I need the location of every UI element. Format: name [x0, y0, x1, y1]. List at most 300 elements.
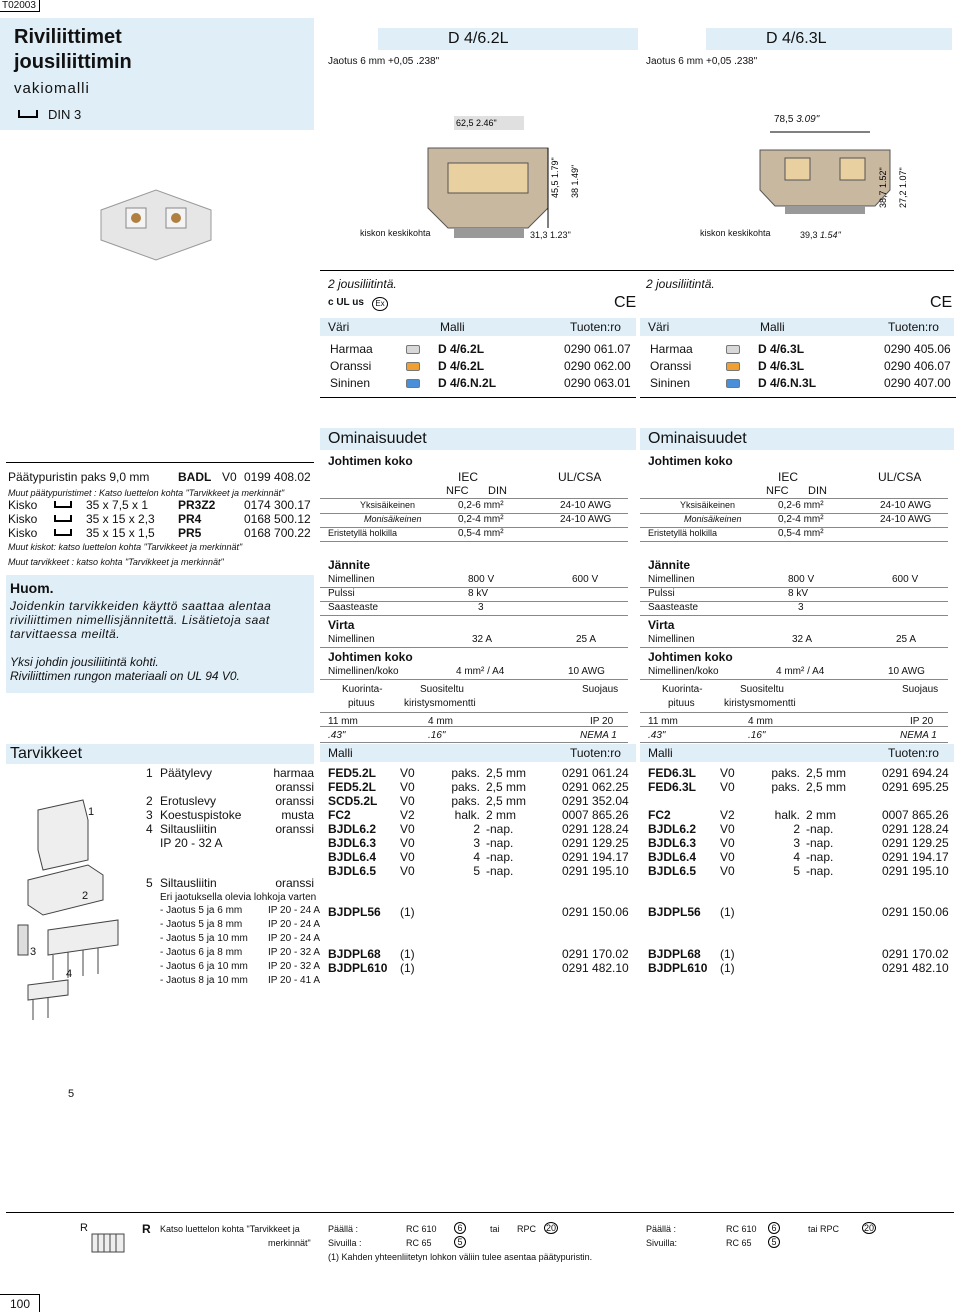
acc-item-name: IP 20 - 32 A [160, 836, 223, 850]
acc-spec: -nap. [486, 864, 514, 878]
spec-cell: Virta [328, 618, 355, 632]
color-model: D 4/6.2L [438, 342, 485, 356]
spec-cell: 4 mm [428, 716, 453, 727]
footer-a-rc2: RC 65 [406, 1238, 432, 1248]
spec-cell: IP 20 [910, 716, 934, 727]
acc-qty: 4 [793, 850, 800, 864]
spec-cell: Johtimen koko [328, 650, 413, 664]
acc-item5-sub: Eri jaotuksella olevia lohkoja varten [160, 892, 317, 903]
spec-cell: Nimellinen [328, 634, 375, 645]
product-a-bottom-mm: 31,3 [530, 230, 548, 240]
product-b-bottom-in: 1.54" [820, 230, 841, 240]
acc-item-val: harmaa [273, 766, 314, 780]
acc-spec: 2 mm [486, 808, 516, 822]
acc-item5-num: 5 [146, 876, 153, 890]
acc-code: 0291 061.24 [562, 766, 629, 780]
spec-rule [320, 601, 628, 602]
acc-spec: -nap. [806, 836, 834, 850]
spec-rule [640, 742, 948, 743]
bjdpl-note: (1) [720, 961, 735, 975]
page-subtitle: vakiomalli [14, 80, 90, 97]
rail-size: 35 x 15 x 2,3 [86, 512, 155, 526]
acc-model: BJDL6.4 [328, 850, 377, 864]
bjdpl-code: 0291 150.06 [882, 905, 949, 919]
color-code: 0290 062.00 [564, 359, 631, 373]
img-label-5: 5 [68, 1088, 75, 1100]
product-b-top-in: 3.09" [796, 114, 820, 125]
ce-mark-a-icon: CE [614, 294, 637, 311]
acc-spec: 2,5 mm [486, 780, 527, 794]
acc-qty: paks. [451, 766, 480, 780]
acc-model: FED5.2L [328, 766, 377, 780]
bjdpl-code: 0291 170.02 [562, 947, 629, 961]
pitch-val: IP 20 - 32 A [268, 947, 321, 958]
spec-cell: 24-10 AWG [880, 514, 932, 525]
col-color-a: Väri [328, 320, 350, 334]
footer-b-n20: 20 [863, 1223, 874, 1233]
pitch-name: - Jaotus 5 ja 10 mm [160, 933, 248, 944]
specs-a-title: Ominaisuudet [328, 430, 427, 447]
product-a-note: 2 jousiliitintä. [328, 277, 397, 291]
acc-code: 0007 865.26 [562, 808, 629, 822]
img-label-3: 3 [30, 946, 37, 958]
spec-cell: Monisäikeinen [364, 514, 422, 524]
acc-code: 0291 129.25 [882, 836, 949, 850]
acc-code: 0007 865.26 [882, 808, 949, 822]
bjdpl-model: BJDPL68 [648, 947, 701, 961]
spec-cell: 4 mm² / A4 [776, 666, 825, 677]
spec-cell: 800 V [468, 574, 495, 585]
spec-rule [640, 541, 948, 542]
acc-item-val: oranssi [275, 780, 314, 794]
acc-b-header [640, 744, 954, 762]
acc-spec: -nap. [486, 836, 514, 850]
huom-extra-1: Yksi johdin jousiliitintä kohti. [10, 655, 159, 669]
color-model: D 4/6.3L [758, 359, 805, 373]
rail-size: 35 x 7,5 x 1 [86, 498, 149, 512]
spec-cell: Johtimen koko [648, 650, 733, 664]
svg-text:27,2 1.07": 27,2 1.07" [898, 167, 908, 208]
spec-cell: .16" [428, 730, 446, 741]
bjdpl-note: (1) [720, 947, 735, 961]
spec-cell: NEMA 1 [900, 730, 937, 741]
color-model: D 4/6.3L [758, 342, 805, 356]
spec-cell: 11 mm [648, 716, 678, 727]
acc-code: 0291 194.17 [562, 850, 629, 864]
spec-cell: 25 A [576, 634, 597, 645]
spec-cell: 0,2-6 mm² [458, 500, 504, 511]
spec-cell: kiristysmomentti [404, 698, 476, 709]
footnote: (1) Kahden yhteenliitetyn lohkon väliin tulee asentaa päätypuristin. [328, 1252, 593, 1262]
huom-title: Huom. [10, 580, 54, 596]
acc-qty: 5 [793, 864, 800, 878]
footer-a-tai: tai [490, 1224, 500, 1234]
spec-cell: 4 mm [748, 716, 773, 727]
end-clamp-variant: V0 [222, 470, 237, 484]
color-name: Sininen [330, 376, 371, 390]
spec-cell: 24-10 AWG [560, 500, 612, 511]
ex-cert-icon: Ex [372, 297, 388, 311]
col-model-a: Malli [440, 320, 465, 334]
acc-model: FC2 [648, 808, 671, 822]
spec-rule [320, 742, 628, 743]
spec-cell: 32 A [472, 634, 493, 645]
rail-note: Muut kiskot: katso luettelon kohta "Tarvikkeet ja merkinnät" [8, 542, 243, 552]
pitch-val: IP 20 - 24 A [268, 919, 321, 930]
acc-model: BJDL6.2 [328, 822, 377, 836]
spec-cell: Monisäikeinen [684, 514, 742, 524]
color-code: 0290 406.07 [884, 359, 951, 373]
specs-b-title: Ominaisuudet [648, 430, 747, 447]
spec-cell: 24-10 AWG [560, 514, 612, 525]
spec-rule [640, 647, 948, 648]
huom-line-2: riviliittimen nimellisjännitettä. Lisätietoja saat [10, 613, 270, 627]
svg-text:45,5 1.79": 45,5 1.79" [550, 157, 560, 198]
acc-qty: paks. [771, 780, 800, 794]
spec-cell: DIN [808, 485, 827, 497]
spec-rule [640, 513, 948, 514]
product-b-bottom-mm: 39,3 [800, 230, 818, 240]
spec-cell: 600 V [892, 574, 919, 585]
spec-cell: NFC [446, 485, 469, 497]
acc-variant: V0 [720, 780, 735, 794]
ul-cert-icon: c UL us [328, 297, 364, 308]
acc-a-col-code: Tuoten:ro [570, 746, 621, 760]
color-swatch-icon [726, 379, 740, 388]
color-name: Oranssi [650, 359, 692, 373]
acc-a-col-model: Malli [328, 746, 353, 760]
footer-b-tai: tai RPC [808, 1224, 840, 1234]
product-b-header [706, 28, 952, 50]
spec-cell: Suojaus [582, 684, 619, 695]
color-code: 0290 061.07 [564, 342, 631, 356]
product-a-bottom-dim [530, 230, 571, 240]
acc-qty: paks. [451, 780, 480, 794]
acc-spec: 2,5 mm [806, 780, 847, 794]
accessories-title: Tarvikkeet [10, 745, 83, 762]
bjdpl-code: 0291 150.06 [562, 905, 629, 919]
acc-item-name: Päätylevy [160, 766, 213, 780]
rail-label: Kisko [8, 498, 38, 512]
spec-cell: UL/CSA [558, 470, 602, 484]
spec-cell: Nimellinen [648, 634, 695, 645]
acc-item-val: musta [281, 808, 314, 822]
color-name: Harmaa [650, 342, 693, 356]
color-model: D 4/6.2L [438, 359, 485, 373]
acc-item-num: 4 [146, 822, 153, 836]
spec-cell: pituus [668, 698, 695, 709]
spec-cell: 0,5-4 mm² [458, 528, 504, 539]
acc-a-header [320, 744, 636, 762]
acc-variant: V0 [400, 836, 415, 850]
spec-cell: 0,2-6 mm² [778, 500, 824, 511]
spec-cell: 3 [798, 602, 804, 613]
footer-a-rpc: RPC [517, 1224, 537, 1234]
bjdpl-model: BJDPL56 [328, 905, 381, 919]
spec-rule [640, 712, 948, 713]
acc-variant: V2 [720, 808, 735, 822]
acc-code: 0291 694.24 [882, 766, 949, 780]
acc-spec: -nap. [806, 864, 834, 878]
color-name: Oranssi [330, 359, 372, 373]
acc-model: FED6.3L [648, 780, 697, 794]
acc-code: 0291 194.17 [882, 850, 949, 864]
spec-cell: 11 mm [328, 716, 358, 727]
spec-cell: 8 kV [788, 588, 809, 599]
pitch-name: - Jaotus 8 ja 10 mm [160, 975, 248, 986]
spec-rule [640, 601, 948, 602]
spec-rule [640, 615, 948, 616]
spec-cell: NEMA 1 [580, 730, 617, 741]
spec-cell: 0,5-4 mm² [778, 528, 824, 539]
spec-cell: 24-10 AWG [880, 500, 932, 511]
col-code-b: Tuoten:ro [888, 320, 939, 334]
spec-cell: NFC [766, 485, 789, 497]
footer-b-n1: 6 [768, 1222, 780, 1234]
svg-text:38 1.49": 38 1.49" [570, 164, 580, 198]
rail-code: 0174 300.17 [244, 498, 311, 512]
product-a-color-header [320, 318, 636, 336]
spec-cell: IEC [458, 470, 479, 484]
acc-qty: 5 [473, 864, 480, 878]
product-a-pitch: Jaotus 6 mm +0,05 .238" [328, 56, 440, 67]
spec-cell: 10 AWG [568, 666, 605, 677]
footer-r-label: R [142, 1222, 151, 1236]
spec-cell: UL/CSA [878, 470, 922, 484]
acc-b-col-model: Malli [648, 746, 673, 760]
spec-cell: Nimellinen/koko [648, 666, 719, 677]
accessory-images [8, 780, 133, 1060]
footer-b-rc2: RC 65 [726, 1238, 752, 1248]
acc-qty: halk. [774, 808, 800, 822]
ce-mark-b-icon: CE [930, 294, 953, 311]
spec-rule [640, 679, 948, 680]
bjdpl-note: (1) [720, 905, 735, 919]
col-model-b: Malli [760, 320, 785, 334]
spec-cell: Suositeltu [740, 684, 784, 695]
acc-variant: V0 [400, 794, 415, 808]
acc-variant: V0 [720, 836, 735, 850]
footer-b-sivuilla: Sivuilla: [646, 1238, 678, 1248]
spec-rule [320, 647, 628, 648]
page-title-line1: Riviliittimet [14, 26, 122, 48]
spec-cell: Jännite [328, 558, 371, 572]
footer-r-text-2: merkinnät" [268, 1238, 311, 1248]
page-title-line2: jousiliittimin [14, 51, 132, 73]
acc-item5-val: oranssi [275, 876, 314, 890]
acc-model: BJDL6.3 [328, 836, 377, 850]
din-rail-icon [18, 110, 38, 118]
color-swatch-icon [406, 345, 420, 354]
acc-qty: paks. [771, 766, 800, 780]
spec-rule [320, 498, 628, 499]
page-number: 100 [0, 1294, 40, 1312]
acc-qty: 2 [473, 822, 480, 836]
acc-spec: -nap. [806, 850, 834, 864]
pitch-name: - Jaotus 5 ja 6 mm [160, 905, 243, 916]
end-clamp-label: Päätypuristin paks 9,0 mm [8, 470, 150, 484]
acc-qty: 3 [473, 836, 480, 850]
acc-variant: V2 [400, 808, 415, 822]
pitch-name: - Jaotus 6 ja 10 mm [160, 961, 248, 972]
color-swatch-icon [406, 362, 420, 371]
spec-cell: Suojaus [902, 684, 939, 695]
spec-cell: Jännite [648, 558, 691, 572]
spec-cell: 32 A [792, 634, 813, 645]
acc-code: 0291 352.04 [562, 794, 629, 808]
color-code: 0290 407.00 [884, 376, 951, 390]
rail-icon [54, 515, 72, 522]
acc-qty: 2 [793, 822, 800, 836]
rail-label: Kisko [8, 512, 38, 526]
bjdpl-model: BJDPL68 [328, 947, 381, 961]
acc-variant: V0 [400, 864, 415, 878]
bjdpl-model: BJDPL56 [648, 905, 701, 919]
spec-rule [320, 541, 628, 542]
product-b-color-header [640, 318, 954, 336]
acc-variant: V0 [400, 822, 415, 836]
product-a-bottom-in: 1.23" [550, 230, 571, 240]
acc-qty: 3 [793, 836, 800, 850]
acc-code: 0291 695.25 [882, 780, 949, 794]
rail-model: PR5 [178, 526, 202, 540]
bjdpl-code: 0291 482.10 [882, 961, 949, 975]
product-b-bottom-dim [800, 230, 841, 240]
spec-cell: Kuorinta- [662, 684, 703, 695]
end-clamp-note: Muut päätypuristimet : Katso luettelon kohta "Tarvikkeet ja merkinnät" [8, 488, 285, 498]
page-code: T02003 [0, 0, 40, 12]
acc-item-name: Koestuspistoke [160, 808, 242, 822]
product-b-pitch: Jaotus 6 mm +0,05 .238" [646, 56, 758, 67]
spec-cell: Pulssi [328, 588, 355, 599]
spec-cell: Nimellinen [328, 574, 375, 585]
other-acc-note: Muut tarvikkeet : katso kohta "Tarvikkeet ja merkinnät" [8, 557, 224, 567]
acc-item-num: 3 [146, 808, 153, 822]
acc-variant: V0 [720, 864, 735, 878]
rail-code: 0168 500.12 [244, 512, 311, 526]
acc-variant: V0 [720, 766, 735, 780]
footer-a-n2: 5 [454, 1236, 466, 1248]
footer-b-n2: 5 [768, 1236, 780, 1248]
acc-spec: -nap. [486, 850, 514, 864]
acc-spec: 2,5 mm [486, 794, 527, 808]
product-photo [96, 180, 216, 262]
spec-cell: 3 [478, 602, 484, 613]
color-code: 0290 405.06 [884, 342, 951, 356]
acc-item-name: Erotuslevy [160, 794, 217, 808]
acc-qty: paks. [451, 794, 480, 808]
acc-variant: V0 [400, 780, 415, 794]
acc-model: FED6.3L [648, 766, 697, 780]
acc-spec: 2,5 mm [486, 766, 527, 780]
spec-rule [640, 498, 948, 499]
col-code-a: Tuoten:ro [570, 320, 621, 334]
acc-code: 0291 195.10 [562, 864, 629, 878]
bjdpl-note: (1) [400, 905, 415, 919]
spec-cell: 4 mm² / A4 [456, 666, 505, 677]
bjdpl-note: (1) [400, 961, 415, 975]
acc-model: BJDL6.5 [648, 864, 697, 878]
bjdpl-code: 0291 482.10 [562, 961, 629, 975]
acc-qty: 4 [473, 850, 480, 864]
footer-r-text-1: Katso luettelon kohta "Tarvikkeet ja [160, 1224, 300, 1234]
color-model: D 4/6.N.2L [438, 376, 497, 390]
footer-a-n20: 20 [545, 1223, 556, 1233]
footer-a-paalla: Päällä : [328, 1224, 359, 1234]
bjdpl-model: BJDPL610 [328, 961, 388, 975]
spec-cell: Suositeltu [420, 684, 464, 695]
product-b-note: 2 jousiliitintä. [646, 277, 715, 291]
product-b-top-mm: 78,5 [774, 114, 794, 125]
rail-model: PR4 [178, 512, 202, 526]
acc-spec: -nap. [806, 822, 834, 836]
acc-variant: V0 [720, 822, 735, 836]
spec-cell: Johtimen koko [328, 454, 413, 468]
bjdpl-model: BJDPL610 [648, 961, 708, 975]
spec-cell: Johtimen koko [648, 454, 733, 468]
spec-cell: .16" [748, 730, 766, 741]
acc-item5-name: Siltausliitin [160, 876, 217, 890]
huom-line-3: tarvittaessa meiltä. [10, 627, 121, 641]
spec-cell: 10 AWG [888, 666, 925, 677]
svg-text:62,5 2.46": 62,5 2.46" [456, 118, 497, 128]
rail-icon [54, 501, 72, 508]
huom-extra-2: Riviliittimen rungon materiaali on UL 94 V0. [10, 669, 240, 683]
bjdpl-note: (1) [400, 947, 415, 961]
spec-cell: Virta [648, 618, 675, 632]
color-swatch-icon [726, 362, 740, 371]
acc-code: 0291 129.25 [562, 836, 629, 850]
col-color-b: Väri [648, 320, 670, 334]
rail-label: Kisko [8, 526, 38, 540]
acc-code: 0291 128.24 [882, 822, 949, 836]
spec-cell: kiristysmomentti [724, 698, 796, 709]
spec-cell: 0,2-4 mm² [778, 514, 824, 525]
acc-model: BJDL6.5 [328, 864, 377, 878]
acc-model: BJDL6.3 [648, 836, 697, 850]
acc-model: BJDL6.4 [648, 850, 697, 864]
spec-cell: Pulssi [648, 588, 675, 599]
pitch-val: IP 20 - 41 A [268, 975, 321, 986]
product-a-drawing [418, 108, 618, 258]
spec-cell: .43" [328, 730, 346, 741]
footer-a-sivuilla: Sivuilla : [328, 1238, 362, 1248]
acc-item-val: oranssi [275, 794, 314, 808]
rail-code: 0168 700.22 [244, 526, 311, 540]
acc-model: FC2 [328, 808, 351, 822]
spec-cell: Kuorinta- [342, 684, 383, 695]
color-name: Harmaa [330, 342, 373, 356]
acc-model: SCD5.2L [328, 794, 378, 808]
marker-strip-image [90, 1232, 126, 1256]
spec-cell: Eristetyllä holkilla [648, 528, 718, 538]
acc-spec: 2 mm [806, 808, 836, 822]
spec-cell: Yksisäikeinen [360, 500, 416, 510]
acc-qty: halk. [454, 808, 480, 822]
din-label: DIN 3 [48, 107, 82, 122]
product-b-name: D 4/6.3L [766, 30, 827, 47]
huom-line-1: Joidenkin tarvikkeiden käyttö saattaa alentaa [10, 599, 272, 613]
spec-rule [640, 726, 948, 727]
spec-cell: Yksisäikeinen [680, 500, 736, 510]
pitch-name: - Jaotus 5 ja 8 mm [160, 919, 243, 930]
spec-rule [320, 679, 628, 680]
spec-rule [640, 587, 948, 588]
footer-r-image-label: R [80, 1222, 88, 1234]
acc-b-col-code: Tuoten:ro [888, 746, 939, 760]
spec-cell: 0,2-4 mm² [458, 514, 504, 525]
color-name: Sininen [650, 376, 691, 390]
